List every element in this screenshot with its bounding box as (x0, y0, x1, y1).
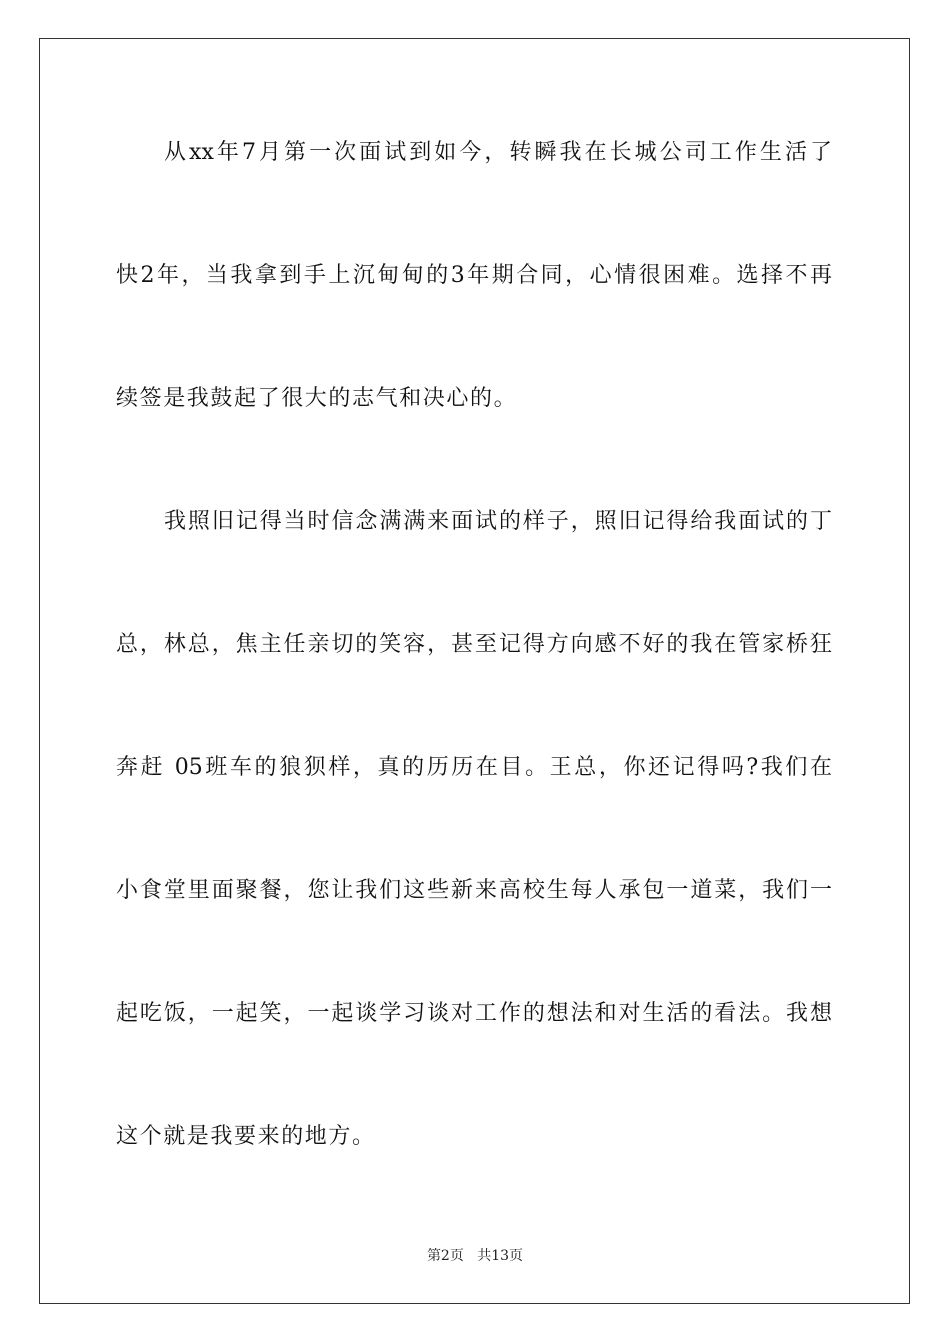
paragraph-1-line-3: 续签是我鼓起了很大的志气和决心的。 (116, 386, 518, 411)
paragraph-2-line-5: 起吃饭，一起笑，一起谈学习谈对工作的想法和对生活的看法。我想 (116, 1001, 832, 1026)
paragraph-2-line-6: 这个就是我要来的地方。 (116, 1124, 376, 1149)
page-footer (0, 1247, 950, 1265)
page-total: 共13页 (477, 1248, 524, 1264)
page-border (39, 38, 910, 1304)
paragraph-1-line-2: 快2年，当我拿到手上沉甸甸的3年期合同，心情很困难。选择不再 (116, 263, 832, 288)
page-number: 第2页 (426, 1248, 464, 1264)
paragraph-2-line-1: 我照旧记得当时信念满满来面试的样子，照旧记得给我面试的丁 (164, 509, 832, 534)
paragraph-2-line-3: 奔赶 05班车的狼狈样，真的历历在目。王总，你还记得吗?我们在 (116, 755, 832, 780)
paragraph-2-line-4: 小食堂里面聚餐，您让我们这些新来高校生每人承包一道菜，我们一 (116, 878, 832, 903)
paragraph-1-line-1: 从xx年7月第一次面试到如今，转瞬我在长城公司工作生活了 (164, 140, 832, 165)
paragraph-2-line-2: 总，林总，焦主任亲切的笑容，甚至记得方向感不好的我在管家桥狂 (116, 632, 832, 657)
